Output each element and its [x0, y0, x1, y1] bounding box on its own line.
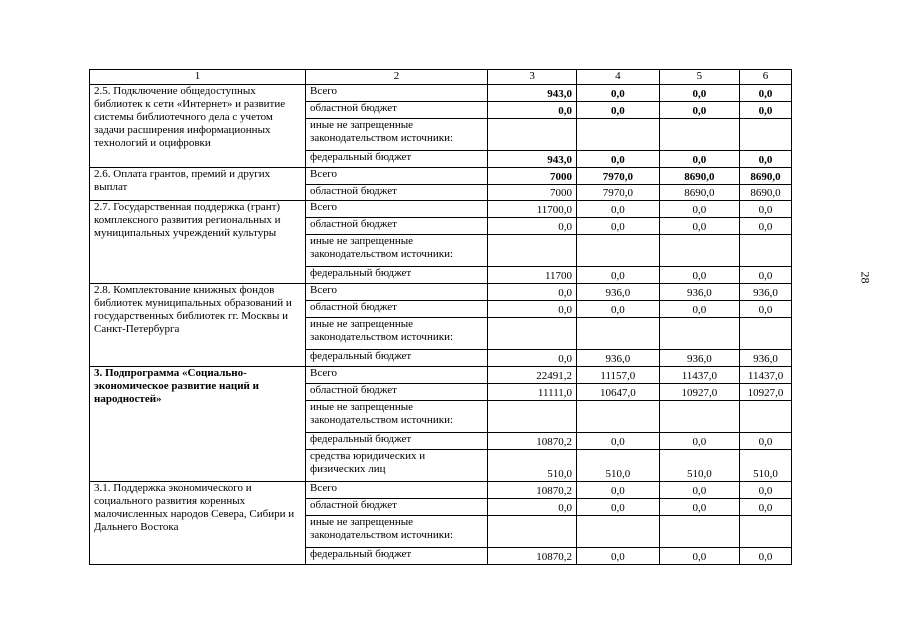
funding-source: Всего — [306, 284, 488, 301]
table-row — [90, 167, 792, 184]
table-row — [90, 366, 792, 383]
value-cell: 0,0 — [659, 300, 739, 317]
value-cell: 936,0 — [740, 284, 792, 301]
value-cell: 10927,0 — [659, 383, 739, 400]
value-cell — [659, 400, 739, 432]
value-cell: 0,0 — [740, 482, 792, 499]
value-cell: 0,0 — [577, 548, 660, 565]
header-col-3: 3 — [488, 70, 577, 85]
value-cell: 0,0 — [740, 201, 792, 218]
value-cell: 11111,0 — [488, 383, 577, 400]
table-row — [90, 85, 792, 102]
value-cell: 510,0 — [577, 449, 660, 481]
value-cell — [488, 400, 577, 432]
value-cell: 0,0 — [577, 498, 660, 515]
funding-source: федеральный бюджет — [306, 267, 488, 284]
section-description: 2.8. Комплектование книжных фондов библиотек муниципальных образований и государственных библиотек гг. Москвы и Санкт-Петербурга — [90, 284, 306, 367]
section-description: 3.1. Поддержка экономического и социального развития коренных малочисленных народов Севера, Сибири и Дальнего Востока — [90, 482, 306, 565]
page-number: 28 — [858, 271, 873, 284]
value-cell: 0,0 — [659, 432, 739, 449]
funding-source: федеральный бюджет — [306, 548, 488, 565]
value-cell: 0,0 — [577, 300, 660, 317]
funding-source: иные не запрещенные законодательством источники: — [306, 234, 488, 266]
value-cell: 7970,0 — [577, 184, 660, 201]
value-cell: 0,0 — [577, 482, 660, 499]
value-cell: 10870,2 — [488, 482, 577, 499]
value-cell: 11700 — [488, 267, 577, 284]
value-cell: 10870,2 — [488, 548, 577, 565]
value-cell: 936,0 — [659, 284, 739, 301]
header-col-1: 1 — [90, 70, 306, 85]
table-row — [90, 201, 792, 218]
value-cell — [488, 317, 577, 349]
value-cell — [577, 234, 660, 266]
value-cell: 10647,0 — [577, 383, 660, 400]
value-cell: 936,0 — [577, 350, 660, 367]
value-cell: 0,0 — [740, 548, 792, 565]
value-cell: 10927,0 — [740, 383, 792, 400]
section-description: 2.5. Подключение общедоступных библиотек к сети «Интернет» и развитие системы библиотечного дела с учетом задачи расширения информационных технологий и оцифровки — [90, 85, 306, 168]
value-cell: 0,0 — [659, 498, 739, 515]
header-col-6: 6 — [740, 70, 792, 85]
value-cell: 0,0 — [577, 201, 660, 218]
value-cell — [577, 118, 660, 150]
section-description: 2.6. Оплата грантов, премий и других выплат — [90, 167, 306, 201]
value-cell: 0,0 — [659, 218, 739, 235]
value-cell: 11157,0 — [577, 366, 660, 383]
value-cell: 0,0 — [488, 218, 577, 235]
value-cell: 936,0 — [577, 284, 660, 301]
value-cell: 0,0 — [659, 150, 739, 167]
value-cell: 7000 — [488, 167, 577, 184]
value-cell: 0,0 — [577, 101, 660, 118]
budget-table-container — [89, 69, 792, 565]
funding-source: областной бюджет — [306, 218, 488, 235]
value-cell — [488, 234, 577, 266]
value-cell: 8690,0 — [659, 184, 739, 201]
value-cell: 0,0 — [659, 101, 739, 118]
value-cell — [659, 515, 739, 547]
funding-source: Всего — [306, 167, 488, 184]
value-cell: 0,0 — [577, 218, 660, 235]
value-cell: 8690,0 — [740, 184, 792, 201]
section-description: 3. Подпрограмма «Социально-экономическое развитие наций и народностей» — [90, 366, 306, 481]
value-cell: 8690,0 — [740, 167, 792, 184]
value-cell: 943,0 — [488, 150, 577, 167]
value-cell: 8690,0 — [659, 167, 739, 184]
value-cell — [740, 515, 792, 547]
value-cell — [740, 118, 792, 150]
budget-table — [89, 69, 792, 565]
value-cell — [577, 317, 660, 349]
funding-source: иные не запрещенные законодательством источники: — [306, 118, 488, 150]
value-cell — [577, 515, 660, 547]
funding-source: Всего — [306, 366, 488, 383]
value-cell: 936,0 — [740, 350, 792, 367]
value-cell: 0,0 — [740, 267, 792, 284]
value-cell: 7000 — [488, 184, 577, 201]
funding-source: иные не запрещенные законодательством источники: — [306, 515, 488, 547]
funding-source: областной бюджет — [306, 184, 488, 201]
value-cell: 936,0 — [659, 350, 739, 367]
value-cell — [659, 317, 739, 349]
table-row — [90, 284, 792, 301]
value-cell: 0,0 — [488, 284, 577, 301]
header-row — [90, 70, 792, 85]
funding-source: федеральный бюджет — [306, 150, 488, 167]
value-cell: 0,0 — [488, 300, 577, 317]
funding-source: Всего — [306, 85, 488, 102]
funding-source: областной бюджет — [306, 383, 488, 400]
value-cell: 11437,0 — [659, 366, 739, 383]
funding-source: средства юридических и физических лиц — [306, 449, 488, 481]
value-cell: 0,0 — [740, 150, 792, 167]
value-cell — [659, 118, 739, 150]
value-cell — [659, 234, 739, 266]
funding-source: областной бюджет — [306, 498, 488, 515]
header-col-4: 4 — [577, 70, 660, 85]
funding-source: Всего — [306, 201, 488, 218]
value-cell: 0,0 — [488, 101, 577, 118]
value-cell: 0,0 — [659, 201, 739, 218]
section-description: 2.7. Государственная поддержка (грант) комплексного развития региональных и муниципальных учреждений культуры — [90, 201, 306, 284]
value-cell: 0,0 — [577, 432, 660, 449]
value-cell: 0,0 — [740, 85, 792, 102]
value-cell: 943,0 — [488, 85, 577, 102]
value-cell: 510,0 — [659, 449, 739, 481]
value-cell — [740, 317, 792, 349]
funding-source: иные не запрещенные законодательством источники: — [306, 317, 488, 349]
value-cell: 10870,2 — [488, 432, 577, 449]
value-cell: 11437,0 — [740, 366, 792, 383]
funding-source: иные не запрещенные законодательством источники: — [306, 400, 488, 432]
value-cell: 0,0 — [577, 150, 660, 167]
value-cell: 0,0 — [740, 300, 792, 317]
value-cell: 0,0 — [659, 548, 739, 565]
header-col-5: 5 — [659, 70, 739, 85]
value-cell — [740, 234, 792, 266]
value-cell: 22491,2 — [488, 366, 577, 383]
value-cell — [488, 515, 577, 547]
funding-source: федеральный бюджет — [306, 350, 488, 367]
value-cell: 0,0 — [577, 85, 660, 102]
value-cell: 0,0 — [488, 350, 577, 367]
value-cell: 0,0 — [659, 482, 739, 499]
value-cell: 510,0 — [740, 449, 792, 481]
funding-source: областной бюджет — [306, 101, 488, 118]
value-cell: 0,0 — [488, 498, 577, 515]
funding-source: Всего — [306, 482, 488, 499]
value-cell: 0,0 — [740, 432, 792, 449]
table-row — [90, 482, 792, 499]
value-cell: 11700,0 — [488, 201, 577, 218]
table-body — [90, 70, 792, 565]
value-cell: 7970,0 — [577, 167, 660, 184]
value-cell: 0,0 — [740, 101, 792, 118]
value-cell: 0,0 — [659, 85, 739, 102]
value-cell — [577, 400, 660, 432]
value-cell — [488, 118, 577, 150]
value-cell: 0,0 — [740, 218, 792, 235]
value-cell: 0,0 — [659, 267, 739, 284]
value-cell: 0,0 — [740, 498, 792, 515]
header-col-2: 2 — [306, 70, 488, 85]
funding-source: областной бюджет — [306, 300, 488, 317]
value-cell: 0,0 — [577, 267, 660, 284]
value-cell — [740, 400, 792, 432]
funding-source: федеральный бюджет — [306, 432, 488, 449]
value-cell: 510,0 — [488, 449, 577, 481]
